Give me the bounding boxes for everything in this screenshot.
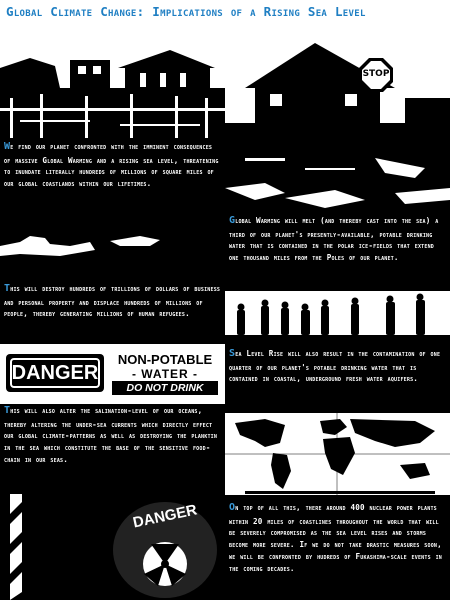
text-block-2-body: lobal Warming will melt (and thereby cast into the sea) a third of our planet's presently-available, potable drinking water that is contained in the polar ice-fields that extend one thousand miles from the Poles of our planet.	[229, 216, 439, 263]
text-block-1-body: e find our planet confronted with the imminent consequences of massive Global Warming and a rising sea level, threatening to inundate literally hundreds of millions of square miles of our global coastlands within our lifetimes.	[4, 142, 219, 189]
danger-sign-plate	[6, 354, 104, 392]
text-block-1-lead: W	[4, 141, 11, 152]
do-not-drink-label: DO NOT DRINK	[126, 382, 204, 394]
text-block-5	[4, 403, 222, 466]
iceberg-image	[0, 216, 225, 276]
text-block-4-body: ea Level Rise will also result in the contamination of one quarter of our planet's potable drinking water that is contained in coastal, underground fresh water aquifers.	[229, 349, 441, 384]
world-map-image	[225, 413, 450, 495]
text-block-4-lead: S	[229, 348, 236, 359]
flood-debris-image	[225, 138, 450, 211]
text-block-5-lead: T	[4, 405, 11, 416]
refugees-silhouette-image	[225, 291, 450, 343]
text-block-2	[229, 213, 447, 264]
text-block-6-lead: O	[229, 502, 236, 513]
text-block-6	[229, 500, 447, 574]
stop-sign-flood-image	[225, 28, 450, 138]
danger-label: DANGER	[11, 362, 99, 384]
hazard-barrel-image	[0, 494, 225, 600]
barrel-danger-label: DANGER	[131, 501, 199, 532]
text-block-2-lead: G	[229, 215, 236, 226]
non-potable-label: NON-POTABLE	[117, 352, 213, 367]
flooded-boardwalk-image	[0, 28, 225, 138]
text-block-1	[4, 139, 222, 190]
page-title: Global Climate Change: Implications of a Rising Sea Level	[6, 4, 366, 19]
non-potable-water-sign	[0, 344, 225, 404]
water-label: - WATER -	[131, 367, 199, 381]
text-block-6-body: n top of all this, there around 400 nuclear power plants within 20 miles of coastlines throughout the world that will be severely compromised as the sea level rises and storms become more severe. If we do not take drastic measures soon, we will be confronted by hudreds of Fukashima-scale events in the coming decades.	[229, 503, 443, 573]
text-block-4	[229, 346, 447, 385]
text-block-5-body: his will also alter the salination-level of our oceans, thereby altering the under-sea currents which directly effect our global climate-patterns as well as destroying the planktin in the sea which constitute the base of the sensitive food-chain in our seas.	[4, 406, 218, 464]
text-block-3-lead: T	[4, 283, 11, 294]
text-block-3	[4, 281, 222, 320]
text-block-3-body: his will destroy hundreds of trillions of dollars of business and personal property and displace hundreds of millions of people, thereby generating millions of human refugees.	[4, 284, 221, 319]
stop-sign-label: STOP	[362, 69, 390, 79]
